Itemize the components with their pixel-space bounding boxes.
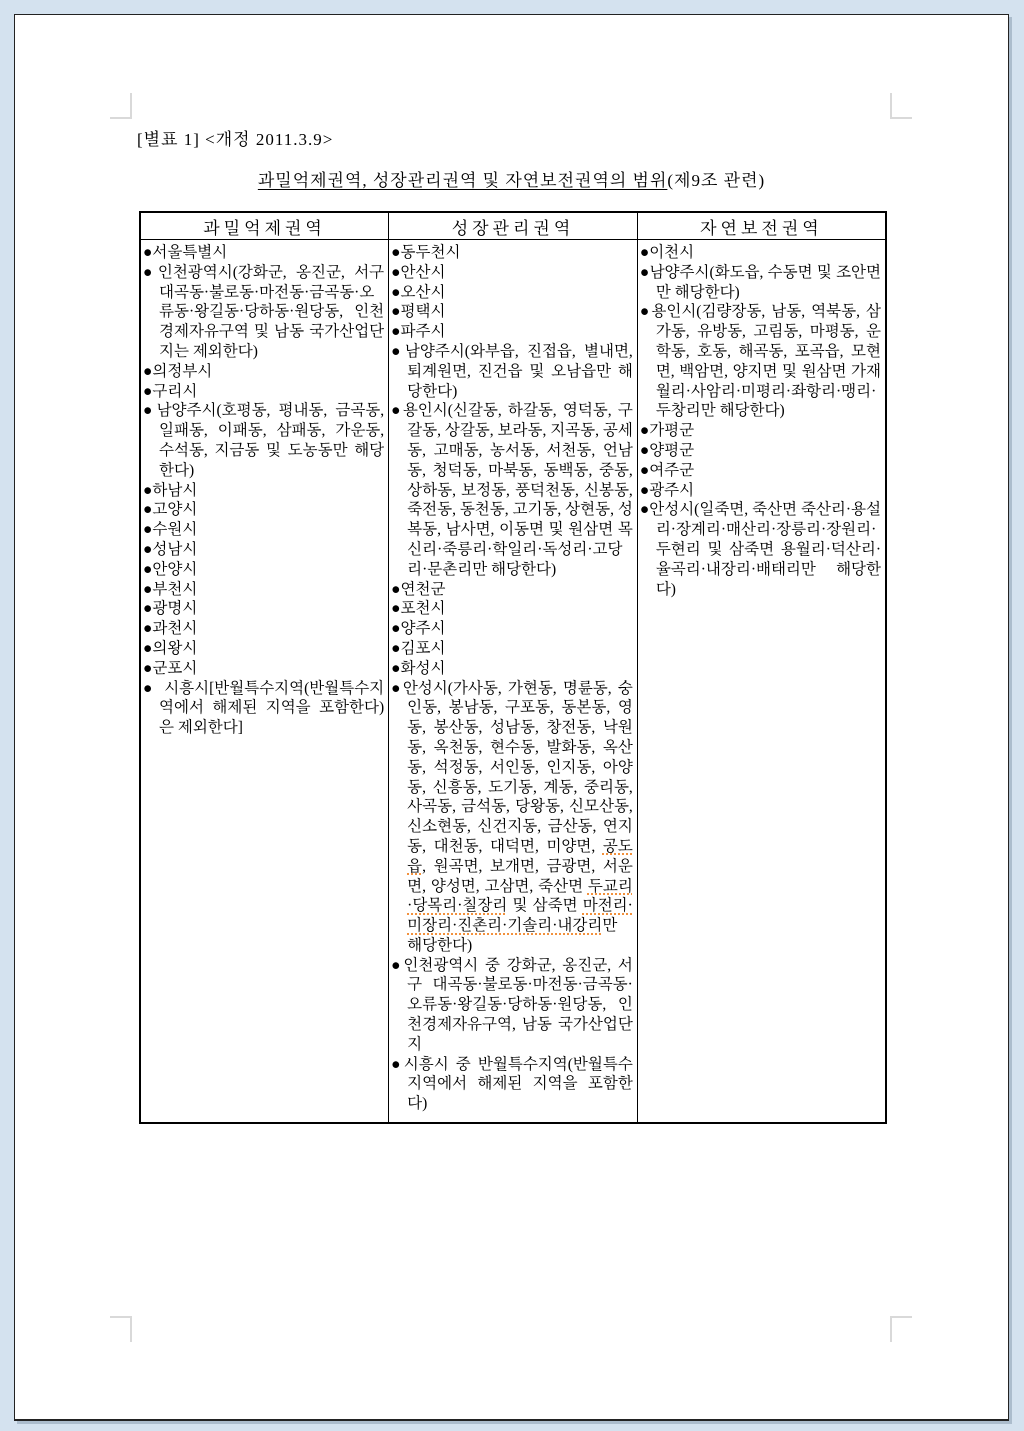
- region-text: 과천시: [152, 620, 198, 638]
- region-text: 인천광역시(강화군, 옹진군, 서구 대곡동·불로동·마전동·금곡동·오류동·왕길동·당하동·원당동, 인천경제자유구역 및 남동 국가산업단지는 제외한다): [157, 263, 385, 360]
- region-item: [143, 362, 384, 382]
- bullet-icon: ●: [143, 679, 165, 697]
- region-text: 만 해당한다): [407, 917, 618, 954]
- spellcheck-marked-text: 공도읍: [407, 837, 633, 875]
- region-text: 고양시: [152, 501, 198, 519]
- title-underlined: 과밀억제권역, 성장관리권역 및 자연보전권역의 범위: [257, 171, 668, 190]
- document-page: [14, 14, 1009, 1421]
- region-text: 이천시: [649, 244, 695, 261]
- bullet-icon: ●: [391, 303, 401, 321]
- region-item: [143, 659, 384, 679]
- region-item: [143, 639, 384, 659]
- bullet-icon: ●: [143, 521, 153, 539]
- bullet-icon: ●: [143, 402, 157, 420]
- title-suffix: (제9조 관련): [667, 171, 766, 190]
- bullet-icon: ●: [391, 956, 404, 974]
- region-item: [391, 659, 633, 679]
- bullet-icon: ●: [391, 402, 403, 420]
- bullet-icon: ●: [391, 679, 403, 697]
- region-item: [640, 461, 881, 481]
- column-nature-conservation: [637, 240, 886, 1124]
- bullet-icon: ●: [143, 362, 153, 380]
- region-item: [391, 263, 633, 283]
- bullet-icon: ●: [143, 382, 153, 400]
- region-text: 및 삼죽면: [507, 897, 583, 915]
- region-text: 구리시: [152, 382, 198, 400]
- region-text: 김포시: [400, 639, 446, 657]
- region-text: 의왕시: [152, 639, 198, 657]
- bullet-icon: ●: [143, 560, 153, 578]
- region-text: 오산시: [400, 283, 446, 301]
- region-item: [143, 599, 384, 619]
- margin-mark-bottom-left-icon: [110, 1316, 132, 1342]
- bullet-icon: ●: [143, 540, 153, 558]
- col-header-overconcentration: 과밀억제권역: [140, 212, 389, 240]
- bullet-icon: ●: [143, 263, 158, 281]
- region-item: [640, 500, 881, 599]
- region-text: 시흥시 중 반월특수지역(반월특수지역에서 해제된 지역을 포함한다): [403, 1055, 633, 1113]
- bullet-icon: ●: [391, 620, 401, 638]
- region-item: [391, 1055, 633, 1114]
- region-item: [640, 263, 881, 303]
- bullet-icon: ●: [143, 481, 153, 499]
- region-item: [640, 243, 881, 263]
- region-text: 가평군: [649, 422, 695, 440]
- region-text: 여주군: [649, 461, 695, 479]
- bullet-icon: ●: [639, 441, 650, 459]
- region-item: [391, 956, 633, 1055]
- region-text: 시흥시[반월특수지역(반월특수지역에서 해제된 지역을 포함한다)은 제외한다]: [159, 679, 385, 737]
- table-body-row: [140, 240, 886, 1124]
- bullet-icon: ●: [639, 244, 650, 261]
- bullet-icon: ●: [391, 283, 401, 301]
- region-text: 양주시: [400, 620, 446, 638]
- region-item: [143, 243, 384, 263]
- region-text: 연천군: [400, 580, 446, 598]
- document-title: [15, 166, 1008, 191]
- region-item: [391, 580, 633, 600]
- table-header-row: [140, 212, 886, 240]
- bullet-icon: ●: [639, 303, 652, 321]
- region-text: 하남시: [152, 481, 198, 499]
- region-item: [391, 342, 633, 401]
- region-item: [143, 401, 384, 480]
- region-text: 안성시(일죽면, 죽산면 죽산리·용설리·장계리·매산리·장릉리·장원리·두현리 및 삼죽면 용월리·덕산리·율곡리·내장리·배태리만 해당한다): [649, 501, 881, 598]
- spellcheck-marked-text: 마전리·미장리·진촌리·기솔리·내강리: [407, 897, 633, 935]
- region-text: 안양시: [152, 560, 198, 578]
- bullet-icon: ●: [143, 620, 153, 638]
- region-item: [143, 382, 384, 402]
- region-text: 용인시(신갈동, 하갈동, 영덕동, 구갈동, 상갈동, 보라동, 지곡동, 공세동, 고매동, 농서동, 서천동, 언남동, 청덕동, 마북동, 동백동, 중동, 상하동, 보정동, 풍덕천동, 신봉동, 죽전동, 동천동, 고기동, 상현동, 성복동, 남사면, 이동면 및 원삼면 목신리·죽릉리·학일리·독성리·고당리·문촌리만 해당한다): [402, 402, 633, 578]
- region-item: [143, 580, 384, 600]
- region-text: 남양주시(화도읍, 수동면 및 조안면만 해당한다): [649, 263, 881, 301]
- bullet-icon: ●: [391, 244, 401, 261]
- region-item: [143, 540, 384, 560]
- bullet-icon: ●: [391, 639, 401, 657]
- col-header-nature-conservation: 자연보전권역: [637, 212, 886, 240]
- bullet-icon: ●: [639, 501, 650, 519]
- region-text: 광주시: [649, 481, 695, 499]
- bullet-icon: ●: [391, 323, 401, 341]
- region-text: , 원곡면, 보개면, 금광면, 서운면, 양성면, 고삼면, 죽산면: [407, 857, 633, 895]
- region-text: 포천시: [400, 600, 446, 618]
- bullet-icon: ●: [639, 481, 650, 499]
- region-item: [143, 481, 384, 501]
- region-text: 남양주시(호평동, 평내동, 금곡동, 일패동, 이패동, 삼패동, 가운동, 수석동, 지금동 및 도농동만 해당한다): [156, 402, 385, 479]
- margin-mark-top-right-icon: [890, 93, 912, 119]
- region-item: [640, 302, 881, 421]
- region-item: [143, 500, 384, 520]
- region-item: [391, 401, 633, 579]
- margin-mark-bottom-right-icon: [890, 1316, 912, 1342]
- spellcheck-marked-text: 두교리·당목리·칠장리: [407, 877, 633, 915]
- region-item: [391, 599, 633, 619]
- bullet-icon: ●: [391, 342, 405, 360]
- column-growth-management: [389, 240, 638, 1124]
- bullet-icon: ●: [391, 263, 401, 281]
- region-text: 광명시: [152, 600, 198, 618]
- col-header-growth-management: 성장관리권역: [389, 212, 638, 240]
- bullet-icon: ●: [143, 600, 153, 618]
- region-text: 서울특별시: [152, 244, 228, 261]
- bullet-icon: ●: [143, 501, 153, 519]
- bullet-icon: ●: [639, 263, 650, 281]
- column-overconcentration: [140, 240, 389, 1124]
- region-text: 안성시(가사동, 가현동, 명륜동, 숭인동, 봉남동, 구포동, 동본동, 영동, 봉산동, 성남동, 창전동, 낙원동, 옥천동, 현수동, 발화동, 옥산동, 석정동, 서인동, 인지동, 아양동, 신흥동, 도기동, 계동, 중리동, 사곡동, 금석동, 당왕동, 신모산동, 신소현동, 신건지동, 금산동, 연지동, 대천동, 대덕면, 미양면,: [402, 679, 633, 855]
- region-text: 동두천시: [400, 244, 461, 261]
- bullet-icon: ●: [391, 600, 401, 618]
- bullet-icon: ●: [391, 580, 401, 598]
- bullet-icon: ●: [143, 659, 153, 677]
- region-item: [391, 302, 633, 322]
- bullet-icon: ●: [639, 461, 650, 479]
- region-text: 수원시: [152, 521, 198, 539]
- region-text: 파주시: [400, 323, 446, 341]
- region-text: 성남시: [152, 540, 198, 558]
- region-text: 부천시: [152, 580, 198, 598]
- region-item: [391, 322, 633, 342]
- region-item: [143, 619, 384, 639]
- region-item: [391, 283, 633, 303]
- region-item: [640, 421, 881, 441]
- region-item: [391, 243, 633, 263]
- region-item: [391, 619, 633, 639]
- region-text: 인천광역시 중 강화군, 옹진군, 서구 대곡동·불로동·마전동·금곡동·오류동·왕길동·당하동·원당동, 인천경제자유구역, 남동 국가산업단지: [403, 956, 633, 1053]
- region-item: [391, 639, 633, 659]
- region-item: [640, 481, 881, 501]
- region-text: 용인시(김량장동, 남동, 역북동, 삼가동, 유방동, 고림동, 마평동, 운학동, 호동, 해곡동, 포곡읍, 모현면, 백암면, 양지면 및 원삼면 가재월리·사암리·미평리·좌항리·맹리·두창리만 해당한다): [651, 303, 881, 420]
- bullet-icon: ●: [143, 580, 153, 598]
- region-item: [143, 560, 384, 580]
- region-text: 안산시: [400, 263, 446, 281]
- revision-label: [별표 1] <개정 2011.3.9>: [137, 130, 334, 149]
- region-text: 남양주시(와부읍, 진접읍, 별내면, 퇴계원면, 진건읍 및 오남읍만 해당한다): [404, 342, 633, 400]
- margin-mark-top-left-icon: [110, 93, 132, 119]
- zones-table: [139, 211, 887, 1124]
- region-item: [143, 263, 384, 362]
- region-item: [143, 679, 384, 738]
- region-item: [640, 441, 881, 461]
- bullet-icon: ●: [639, 422, 650, 440]
- region-item: [143, 520, 384, 540]
- region-text: 의정부시: [152, 362, 213, 380]
- bullet-icon: ●: [143, 639, 153, 657]
- bullet-icon: ●: [143, 244, 153, 261]
- region-text: 평택시: [400, 303, 446, 321]
- region-text: 화성시: [400, 659, 446, 677]
- bullet-icon: ●: [391, 659, 401, 677]
- region-text: 군포시: [152, 659, 198, 677]
- bullet-icon: ●: [391, 1055, 404, 1073]
- region-item: [391, 679, 633, 956]
- region-text: 양평군: [649, 441, 695, 459]
